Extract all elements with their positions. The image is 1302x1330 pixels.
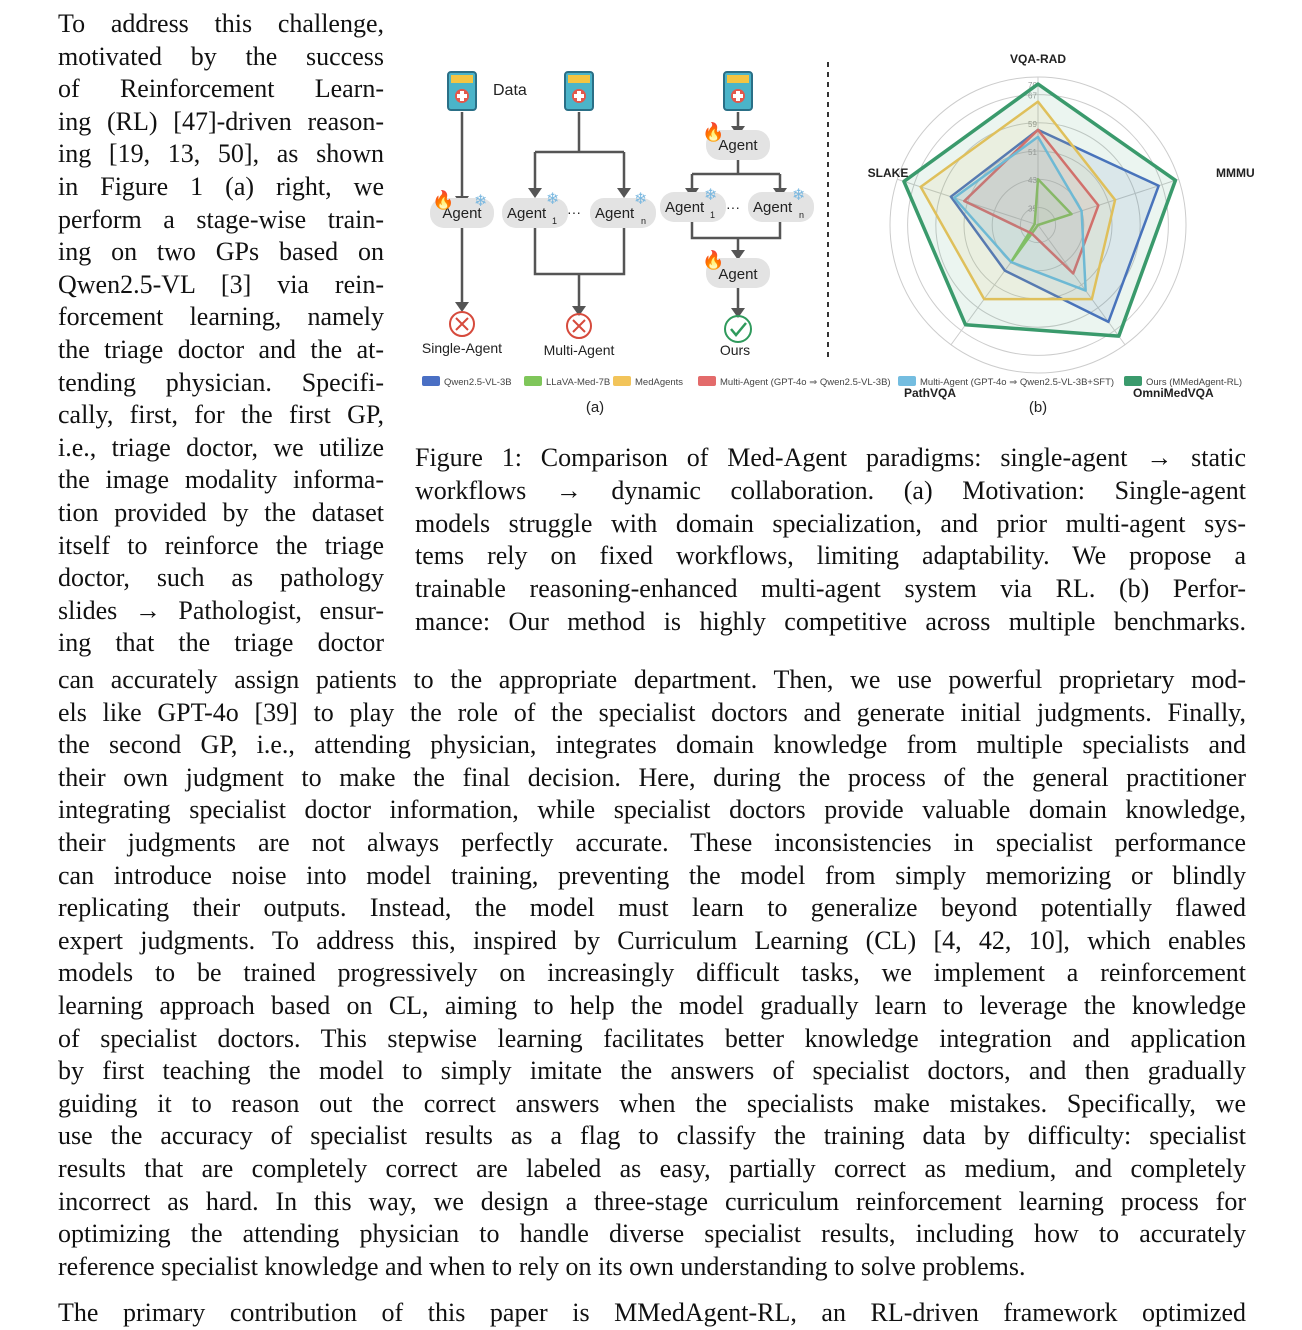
- left-column-line: tending physician. Specifi-: [58, 367, 384, 397]
- radar-ring-label: 35: [1028, 204, 1037, 214]
- body-line: results that are completely correct are labeled as easy, partially correct as medium, and completely: [58, 1153, 1246, 1183]
- radar-ring-label: 67: [1028, 91, 1037, 101]
- legend-swatch: [422, 376, 440, 386]
- left-column-line: of Reinforcement Learn-: [58, 74, 384, 104]
- body-line: can introduce noise into model training, preventing the model from simply memorizing or blindly: [58, 860, 1246, 890]
- ellipsis: ···: [726, 199, 740, 215]
- agent-subscript-n: n: [799, 210, 805, 220]
- left-column-line: the image modality informa-: [58, 465, 384, 495]
- left-column-line: ing that the triage doctor: [58, 628, 384, 658]
- radar-axis-label: OmniMedVQA: [1133, 386, 1214, 400]
- agent-subscript-1: 1: [710, 210, 716, 220]
- full-width-text: [58, 664, 1246, 1283]
- agent-subscript-1: 1: [552, 216, 558, 226]
- caption-line: tems rely on fixed workflows, limiting adaptability. We propose a: [415, 541, 1246, 571]
- body-line: learning approach based on CL, aiming to help the model gradually learn to leverage the knowledge: [58, 990, 1246, 1020]
- snowflake-icon: ❄: [474, 193, 488, 210]
- ellipsis: ···: [567, 204, 581, 220]
- panel-b-label: (b): [1028, 399, 1048, 416]
- medical-book-icon: [448, 72, 476, 110]
- legend-entry: Multi-Agent (GPT-4o ⇒ Qwen2.5-VL-3B): [720, 377, 891, 388]
- legend-swatch: [898, 376, 916, 386]
- body-line: models to be trained progressively on increasingly difficult tasks, we implement a reinforcement: [58, 958, 1246, 988]
- left-column-line: doctor, such as pathology: [58, 563, 384, 593]
- left-column-text: [58, 8, 384, 660]
- ours-triage-agent-label: Agent: [718, 137, 758, 154]
- body-line: guiding it to reason out the correct answers when the specialists make mistakes. Specifically, we: [58, 1088, 1246, 1118]
- radar-axis-label: PathVQA: [903, 386, 957, 400]
- panel-a-label: (a): [585, 399, 605, 416]
- snowflake-icon: ❄: [634, 191, 648, 208]
- left-column-line: in Figure 1 (a) right, we: [58, 171, 384, 201]
- figure-1-svg: [410, 40, 1260, 440]
- legend-swatch: [698, 376, 716, 386]
- left-column-line: perform a stage-wise train-: [58, 204, 384, 234]
- left-column-line: cally, first, for the first GP,: [58, 400, 384, 430]
- body-line: integrating specialist doctor information, while specialist doctors provide valuable domain knowledge,: [58, 795, 1246, 825]
- left-column-line: motivated by the success: [58, 41, 384, 71]
- body-line: els like GPT-4o [39] to play the role of the specialist doctors and generate initial judgments. Finally,: [58, 697, 1246, 727]
- body-line: can accurately assign patients to the appropriate department. Then, we use powerful proprietary mod-: [58, 665, 1246, 694]
- radar-ring-label: 70: [1028, 81, 1037, 91]
- body-line: their own judgment to make the final decision. Here, during the process of the general practitioner: [58, 762, 1246, 792]
- agent-subscript-n: n: [641, 216, 647, 226]
- radar-axis-label: VQA-RAD: [1010, 52, 1066, 66]
- fire-icon: 🔥: [702, 250, 725, 270]
- left-column-line: ing (RL) [47]-driven reason-: [58, 106, 384, 136]
- left-column-line: Qwen2.5-VL [3] via rein-: [58, 269, 384, 299]
- ours-label: Ours: [719, 342, 751, 358]
- body-line: of specialist doctors. This stepwise learning facilitates better knowledge integration and application: [58, 1023, 1246, 1053]
- panel-a-diagram: [422, 72, 814, 358]
- left-column-line: ing [19, 13, 50], as shown: [58, 139, 384, 169]
- legend-swatch: [524, 376, 542, 386]
- snowflake-icon: ❄: [546, 191, 560, 208]
- radar-ring-label: 51: [1028, 148, 1037, 157]
- legend-swatch: [613, 376, 631, 386]
- snowflake-icon: ❄: [704, 187, 718, 204]
- left-column-line: tion provided by the dataset: [58, 497, 384, 527]
- legend-entry: LLaVA-Med-7B: [546, 377, 611, 388]
- body-line: by first teaching the model to simply imitate the answers of specialist doctors, and then gradually: [58, 1056, 1246, 1086]
- body-line: reference specialist knowledge and when to rely on its own understanding to solve problems.: [58, 1251, 1026, 1281]
- figure-1: [410, 40, 1260, 440]
- legend-entry: Multi-Agent (GPT-4o ⇒ Qwen2.5-VL-3B+SFT): [920, 377, 1115, 388]
- body-line: optimizing the attending physician to handle diverse specialist results, including how to accurately: [58, 1219, 1246, 1249]
- radar-ring-label: 59: [1028, 119, 1037, 129]
- left-column-line: i.e., triage doctor, we utilize: [58, 432, 384, 462]
- figure-caption: [415, 442, 1246, 639]
- legend-entry: Ours (MMedAgent-RL): [1146, 377, 1243, 388]
- single-agent-node-label: Agent: [442, 205, 482, 222]
- data-label: Data: [493, 82, 527, 99]
- caption-line: Figure 1: Comparison of Med-Agent paradigms: single-agent → static: [415, 443, 1246, 472]
- caption-line: mance: Our method is highly competitive across multiple benchmarks.: [415, 606, 1246, 636]
- body-line: replicating their outputs. Instead, the model must learn to generalize beyond potentially flawed: [58, 893, 1246, 923]
- medical-book-icon: [565, 72, 593, 110]
- caption-line: trainable reasoning-enhanced multi-agent system via RL. (b) Perfor-: [415, 574, 1246, 604]
- check-icon: [725, 316, 751, 342]
- multi-agent-label: Multi-Agent: [543, 342, 615, 358]
- single-agent-label: Single-Agent: [421, 340, 503, 356]
- left-column-line: To address this challenge,: [58, 9, 384, 38]
- left-column-line: ing on two GPs based on: [58, 237, 384, 267]
- multi-agent-node-1-label: Agent: [507, 205, 547, 222]
- fire-icon: 🔥: [702, 122, 725, 142]
- ours-specialist-node-n-label: Agent: [753, 199, 793, 216]
- multi-agent-node-n-label: Agent: [595, 205, 635, 222]
- radar-series-5: [904, 84, 1175, 336]
- snowflake-icon: ❄: [792, 187, 806, 204]
- body-line: use the accuracy of specialist results as a flag to classify the training data by difficulty: specialist: [58, 1121, 1246, 1151]
- left-column-line: forcement learning, namely: [58, 302, 384, 332]
- cross-icon: [567, 314, 591, 338]
- legend-entry: Qwen2.5-VL-3B: [444, 377, 512, 388]
- cross-icon: [450, 312, 474, 336]
- ours-specialist-node-1-label: Agent: [665, 199, 705, 216]
- radar-axis-label: SLAKE: [867, 166, 909, 180]
- radar-chart: [868, 52, 1255, 400]
- medical-book-icon: [724, 72, 752, 110]
- body-line: expert judgments. To address this, inspired by Curriculum Learning (CL) [4, 42, 10], which enables: [58, 925, 1246, 955]
- legend-entry: MedAgents: [635, 377, 684, 388]
- radar-axis-label: MMMU: [1216, 166, 1255, 180]
- next-paragraph-line: The primary contribution of this paper is MMedAgent-RL, an RL-driven framework optimized: [58, 1298, 1246, 1327]
- body-line: incorrect as hard. In this way, we design a three-stage curriculum reinforcement learning process for: [58, 1186, 1246, 1216]
- next-paragraph: [58, 1297, 1246, 1330]
- chart-legend: [422, 376, 1242, 388]
- ours-attending-agent-label: Agent: [718, 266, 758, 283]
- caption-line: models struggle with domain specialization, and prior multi-agent sys-: [415, 508, 1246, 538]
- radar-ring-label: 43: [1028, 176, 1037, 186]
- fire-icon: 🔥: [432, 190, 455, 210]
- left-column-line: the triage doctor and the at-: [58, 334, 384, 364]
- body-line: their judgments are not always perfectly accurate. These inconsistencies in specialist performance: [58, 827, 1246, 857]
- legend-swatch: [1124, 376, 1142, 386]
- left-column-line: itself to reinforce the triage: [58, 530, 384, 560]
- caption-line: workflows → dynamic collaboration. (a) Motivation: Single-agent: [415, 475, 1246, 505]
- body-line: the second GP, i.e., attending physician, integrates domain knowledge from multiple specialists and: [58, 730, 1246, 760]
- left-column-line: slides → Pathologist, ensur-: [58, 595, 384, 625]
